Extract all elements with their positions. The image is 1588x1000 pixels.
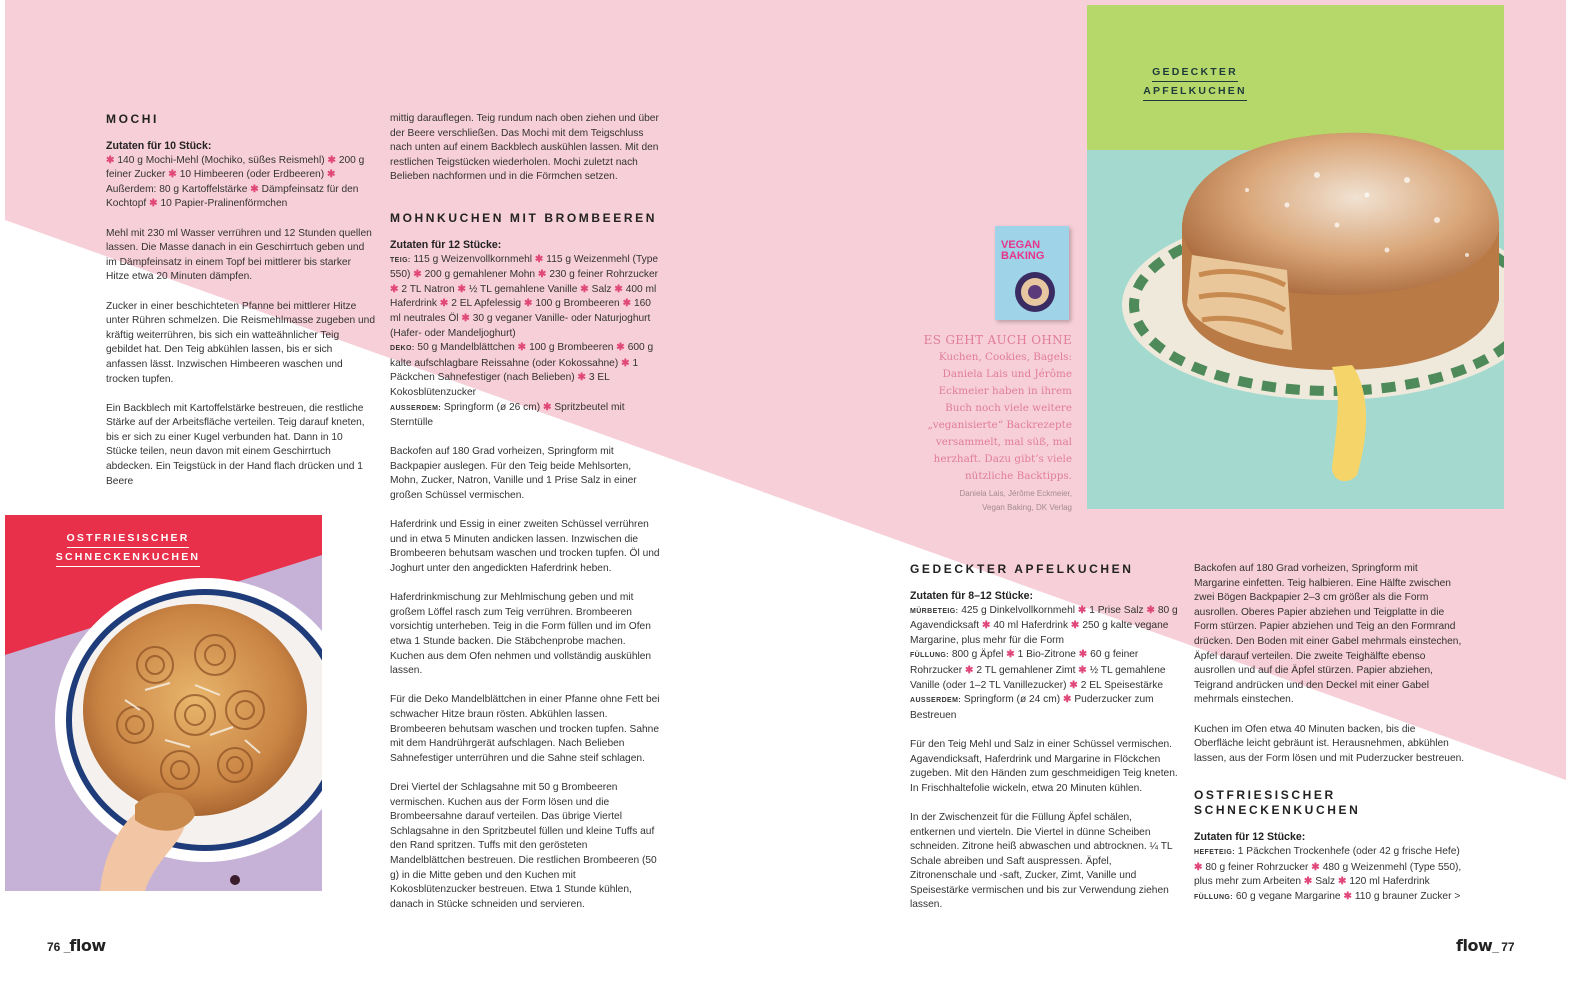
photo-title-line: GEDECKTER [1152, 63, 1238, 82]
ingredient-item: 50 g Mandelblättchen [417, 342, 515, 354]
photo-title-line: SCHNECKENKUCHEN [56, 548, 200, 567]
separator-asterisk-icon: ✱ [1062, 694, 1072, 706]
mohnkuchen-column [390, 112, 662, 927]
ingredient-item: 425 g Dinkelvollkornmehl [961, 604, 1076, 616]
ingredient-item: 1 Päckchen Trockenhefe (oder 42 g frische Hefe) [1237, 845, 1460, 857]
schneckenkuchen-fuellung-list [1194, 891, 1452, 902]
separator-asterisk-icon: ✱ [1070, 620, 1080, 632]
ingredient-item: 115 g Weizenvollkornmehl [413, 253, 533, 265]
separator-asterisk-icon: ✱ [1311, 861, 1320, 873]
mohnkuchen-step: Drei Viertel der Schlagsahne mit 50 g Brombeeren vermischen. Kuchen aus der Form lösen und die Brombeersahne darauf verteilen. Das übrige Viertel Schlagsahne in den Spritzbeutel füllen und kleine Tuffs auf den Rand spritzen. Tuffs mit den gerösteten Mandelblättchen bestreuen. Die restlichen Brombeeren (50 g) in die Mitte geben und den Kuchen mit Kokosblütenzucker bestreuen. Etwa 1 Stunde kühlen, danach in Stücke schneiden und servieren. [390, 781, 657, 910]
separator-asterisk-icon: ✱ [981, 620, 991, 632]
separator-asterisk-icon: ✱ [1146, 604, 1155, 616]
mohnkuchen-teig [390, 253, 662, 342]
page-number: 77 [1501, 940, 1515, 954]
apfelkuchen-continued [1194, 562, 1466, 905]
folio-right: flow_ 77 [1456, 936, 1515, 955]
ingredient-item: 2 EL Speisestärke [1080, 679, 1164, 691]
ingredient-item: 30 g veganer Vanille- oder Naturjoghurt (Hafer- oder Mandeljoghurt) [390, 312, 651, 339]
quote-heading: ES GEHT AUCH OHNE [923, 333, 1072, 347]
mochi-step: Mehl mit 230 ml Wasser verrühren und 12 Stunden quellen lassen. Die Masse danach in ein Geschirrtuch geben und im Dämpfeinsatz in einem Topf bei mittlerer bis starker Hitze etwa 20 Minuten dämpfen. [106, 227, 372, 283]
ingredient-item: ½ TL gemahlene Vanille [468, 283, 578, 295]
ingredient-item: 60 g vegane Margarine [1235, 890, 1341, 902]
quote-credit-line: Daniela Lais, Jérôme Eckmeier, [959, 489, 1072, 498]
ingredient-label: TEIG: [390, 256, 411, 264]
ingredient-item: 120 ml Haferdrink [1349, 876, 1430, 888]
separator-asterisk-icon: ✱ [1303, 876, 1313, 888]
separator-asterisk-icon: ✱ [964, 664, 974, 676]
ingredient-item: 200 g feiner Zucker [106, 154, 365, 181]
schneckenkuchen-hefeteig [1194, 845, 1466, 890]
ingredient-label: FÜLLUNG: [910, 652, 949, 660]
schneckenkuchen-title: OSTFRIESISCHER SCHNECKENKUCHEN [1194, 788, 1361, 818]
book-title-line: VEGAN [1001, 239, 1041, 251]
ingredient-item: 110 g brauner Zucker [1354, 890, 1452, 902]
ingredient-item: 800 g Äpfel [951, 649, 1004, 661]
separator-asterisk-icon: ✱ [1194, 861, 1203, 873]
ingredient-item: 600 g kalte aufschlagbare Reissahne (oder Kokossahne) [390, 342, 654, 369]
separator-asterisk-icon: ✱ [577, 372, 587, 384]
ingredient-item: 250 g kalte vegane Margarine, plus mehr für die Form [910, 620, 1169, 646]
ingredient-label: MÜRBETEIG: [910, 607, 959, 615]
apfelkuchen-ausserdem [910, 693, 1180, 723]
separator-asterisk-icon: ✱ [622, 298, 632, 310]
ingredient-label: DEKO: [390, 345, 415, 353]
mohnkuchen-zutaten: Zutaten für 12 Stücke: [390, 238, 502, 251]
flow-logo: flow [1456, 936, 1493, 955]
mochi-recipe [106, 112, 376, 504]
separator-asterisk-icon: ✱ [1337, 876, 1347, 888]
ingredient-item: 100 g Brombeeren [529, 342, 614, 354]
ingredient-item: Puderzucker zum Bestreuen [910, 694, 1154, 721]
separator-asterisk-icon: ✱ [1078, 649, 1088, 661]
book-cover [995, 226, 1069, 320]
ingredient-item: 40 ml Haferdrink [993, 620, 1069, 632]
ingredient-item: 1 Bio-Zitrone [1017, 649, 1076, 661]
apfelkuchen-step: Backofen auf 180 Grad vorheizen, Springform mit Margarine einfetten. Teig halbieren. Eine Hälfte zwischen zwei Bögen Backpapier 2–3 cm größer als die Form ausrollen. Oberes Papier abziehen und Teigplatte in die Form stürzen. Papier abziehen und Teig an den Formrand drücken. Den Boden mit einer Gabel mehrmals einstechen, Äpfel darauf verteilen. Die zweite Teighälfte ebenso ausrollen und auf die Äpfel stürzen. Papier abziehen, Teigrand andrücken und den Deckel mit einer Gabel mehrmals einstechen. [1194, 563, 1462, 706]
separator-asterisk-icon: ✱ [1006, 649, 1015, 661]
ingredient-label: FÜLLUNG: [1194, 893, 1233, 901]
separator-asterisk-icon: ✱ [439, 298, 449, 310]
separator-asterisk-icon: ✱ [149, 198, 158, 210]
apfelkuchen-title: GEDECKTER APFELKUCHEN [910, 562, 1134, 576]
ingredient-item: 2 EL Apfelessig [451, 298, 522, 310]
ingredient-item: 60 g feiner Rohrzucker [910, 649, 1139, 676]
separator-asterisk-icon: ✱ [457, 283, 467, 295]
folio-left: 76 _flow [47, 936, 106, 955]
ingredient-item: 3 EL Kokosblütenzucker [390, 372, 610, 398]
separator-asterisk-icon: ✱ [621, 357, 630, 369]
separator-asterisk-icon: ✱ [1077, 604, 1087, 616]
schneckenkuchen-image [5, 515, 322, 891]
ingredient-item: 100 g Brombeeren [535, 298, 620, 310]
ingredient-item: Springform (ø 26 cm) [443, 401, 541, 413]
page-number: 76 [47, 940, 61, 954]
apfelkuchen-muerbeteig [910, 604, 1180, 649]
quote-credit-line: Vegan Baking, DK Verlag [982, 503, 1072, 512]
separator-asterisk-icon: ✱ [1343, 890, 1352, 902]
schneckenkuchen-fuellung [1194, 890, 1466, 906]
ingredient-item: 140 g Mochi-Mehl (Mochiko, süßes Reismehl) [117, 154, 325, 166]
separator-asterisk-icon: ✱ [461, 312, 470, 324]
mohnkuchen-step: Haferdrinkmischung zur Mehlmischung geben und mit großem Löffel rasch zum Teig verrühren. Brombeeren vorsichtig unterheben. Teig in die Form füllen und im Ofen etwa 1 Stunde backen. Die Stäbchenprobe machen. Kuchen aus dem Ofen nehmen und vollständig auskühlen lassen. [390, 592, 652, 677]
apfelkuchen-recipe [910, 562, 1180, 928]
ingredient-item: 10 Papier-Pralinenförmchen [160, 198, 288, 210]
mohnkuchen-title: MOHNKUCHEN MIT BROMBEEREN [390, 210, 657, 225]
book-cake-icon [995, 226, 1069, 320]
ingredient-item: 2 TL Natron [401, 283, 455, 295]
ingredient-item: Salz [1315, 876, 1336, 888]
schneckenkuchen-zutaten: Zutaten für 12 Stücke: [1194, 831, 1306, 844]
mohnkuchen-ausserdem [390, 401, 662, 431]
apfelkuchen-zutaten: Zutaten für 8–12 Stücke: [910, 590, 1034, 602]
separator-asterisk-icon: ✱ [537, 269, 547, 281]
mohnkuchen-step: Haferdrink und Essig in einer zweiten Schüssel verrühren und in etwa 5 Minuten andicken lassen. Inzwischen die Brombeeren behutsam waschen und trocken tupfen. Öl und Joghurt unter den angedickten Haferdrink heben. [390, 519, 660, 575]
separator-asterisk-icon: ✱ [413, 269, 422, 281]
ingredient-label: AUSSERDEM: [910, 697, 962, 705]
separator-asterisk-icon: ✱ [168, 169, 177, 181]
separator-asterisk-icon: ✱ [517, 342, 527, 354]
ingredient-item: 2 TL gemahlener Zimt [976, 664, 1076, 676]
ingredient-item: 1 Päckchen Sahnefestiger (nach Belieben) [390, 357, 639, 384]
apfelkuchen-fuellung [910, 648, 1180, 693]
apfelkuchen-photo-title [1117, 63, 1273, 101]
ingredient-label: HEFETEIG: [1194, 848, 1235, 856]
ingredient-item: 480 g Weizenmehl (Type 550), plus mehr zum Arbeiten [1194, 861, 1462, 888]
apfelkuchen-step: Für den Teig Mehl und Salz in einer Schüssel vermischen. Agavendicksaft, Haferdrink und Margarine in Flöckchen zugeben. Mit den Händen zum geschmeidigen Teig kneten. In Frischhaltefolie wickeln, etwa 20 Minuten kühlen. [910, 738, 1178, 794]
continue-arrow: > [1454, 890, 1461, 902]
schneckenkuchen-photo-title [5, 529, 251, 567]
book-title-line: BAKING [1001, 250, 1045, 262]
apfelkuchen-step: In der Zwischenzeit für die Füllung Äpfel schälen, entkernen und vierteln. Die Viertel in dünne Scheiben schneiden. Zitrone heiß abwaschen und abtrocknen. ¼ TL Schale abreiben und Saft auspressen. Äpfel, Zitronenschale und -saft, Zucker, Zimt, Vanille und Speisestärke vermischen und bis zur Verwendung ziehen lassen. [910, 811, 1173, 911]
ingredient-item: Außerdem: 80 g Kartoffelstärke [106, 183, 248, 195]
quote-credit [920, 487, 1072, 515]
ingredient-item: Dämpfeinsatz für den Kochtopf [106, 183, 359, 210]
ingredient-item: 230 g feiner Rohrzucker [549, 269, 659, 281]
ingredient-item: Salz [591, 283, 612, 295]
ingredient-item: 80 g feiner Rohrzucker [1205, 861, 1309, 873]
separator-asterisk-icon: ✱ [1078, 664, 1087, 676]
mochi-title: MOCHI [106, 112, 159, 126]
mochi-ingredients [106, 154, 376, 212]
ingredient-label: AUSSERDEM: [390, 404, 442, 412]
mochi-zutaten: Zutaten für 10 Stück: [106, 140, 212, 152]
separator-asterisk-icon: ✱ [534, 253, 544, 265]
mochi-continued: mittig darauflegen. Teig rundum nach oben ziehen und über der Beere verschließen. Das Mochi mit dem Teigschluss nach unten auf einem Backblech auskühlen lassen. Mit den restlichen Teigstücken wiederholen. Mochi zuletzt nach Belieben nachformen und in die Förmchen setzen. [390, 113, 659, 183]
ingredient-item: 115 g Weizenmehl (Type 550) [390, 253, 659, 281]
photo-title-line: APFELKUCHEN [1143, 82, 1247, 101]
separator-asterisk-icon: ✱ [523, 298, 533, 310]
ingredient-item: ½ TL gemahlene Vanille (oder 1–2 TL Vanillezucker) [910, 664, 1166, 691]
apfelkuchen-step: Kuchen im Ofen etwa 40 Minuten backen, bis die Oberfläche leicht gebräunt ist. Herausnehmen, abkühlen lassen, aus der Form lösen und mit Puderzucker bestreuen. [1194, 723, 1465, 764]
separator-asterisk-icon: ✱ [326, 169, 336, 181]
mochi-step: Zucker in einer beschichteten Pfanne bei mittlerer Hitze unter Rühren schmelzen. Die Reismehlmasse zugeben und kräftig weiterrühren, bis sich ein watteähnlicher Teig gebildet hat. Den Teig abkühlen lassen, bis er sich anfassen lässt. Inzwischen Himbeeren waschen und trocken tupfen. [106, 300, 375, 385]
separator-asterisk-icon: ✱ [106, 154, 115, 166]
mochi-step: Ein Backblech mit Kartoffelstärke bestreuen, die restliche Stärke auf der Arbeitsfläche verteilen. Teig darauf kneten, bis er sich zu einer Kugel verbunden hat. Dann in 10 Stücke teilen, neun davon mit einem Geschirrtuch abdecken. Ein Teigstück in der Hand flach drücken und 1 Beere [106, 402, 365, 487]
mohnkuchen-deko [390, 341, 662, 400]
flow-logo: flow [69, 936, 106, 955]
apfelkuchen-photo [1087, 5, 1504, 509]
ingredient-item: 400 ml Haferdrink [390, 283, 657, 310]
separator-asterisk-icon: ✱ [614, 283, 623, 295]
quote-body: Kuchen, Cookies, Bagels: Daniela Lais und Jérôme Eckmeier haben in ihrem Buch noch viele weitere „veganisierte“ Backrezepte versammelt, mal süß, mal herzhaft. Dazu gibt’s viele nützliche Backtipps. [927, 351, 1072, 482]
separator-asterisk-icon: ✱ [580, 283, 589, 295]
mohnkuchen-step: Backofen auf 180 Grad vorheizen, Springform mit Backpapier auslegen. Für den Teig beide Mehlsorten, Mohn, Zucker, Natron, Vanille und 1 Prise Salz in einer großen Schüssel vermischen. [390, 446, 637, 502]
ingredient-item: 10 Himbeeren (oder Erdbeeren) [179, 169, 325, 181]
schneckenkuchen-photo [5, 515, 322, 891]
separator-asterisk-icon: ✱ [616, 342, 625, 354]
book-quote [920, 332, 1072, 515]
ingredient-item: Spritzbeutel mit Sterntülle [390, 401, 625, 429]
ingredient-item: 80 g Agavendicksaft [910, 604, 1178, 632]
separator-asterisk-icon: ✱ [542, 401, 552, 413]
separator-asterisk-icon: ✱ [250, 183, 259, 195]
separator-asterisk-icon: ✱ [390, 283, 399, 295]
ingredient-item: Springform (ø 24 cm) [963, 694, 1061, 706]
separator-asterisk-icon: ✱ [327, 154, 336, 166]
ingredient-item: 160 ml neutrales Öl [390, 298, 651, 324]
ingredient-item: 1 Prise Salz [1089, 604, 1144, 616]
mohnkuchen-step: Für die Deko Mandelblättchen in einer Pfanne ohne Fett bei schwacher Hitze braun rösten. Abkühlen lassen. Brombeeren behutsam waschen und trocken tupfen. Sahne mit dem Handrührgerät aufschlagen. Nach Belieben Sahnefestiger unterrühren und die Sahne steif schlagen. [390, 694, 660, 764]
ingredient-item: 200 g gemahlener Mohn [424, 269, 536, 281]
photo-title-line: OSTFRIESISCHER [67, 529, 190, 548]
separator-asterisk-icon: ✱ [1069, 679, 1078, 691]
